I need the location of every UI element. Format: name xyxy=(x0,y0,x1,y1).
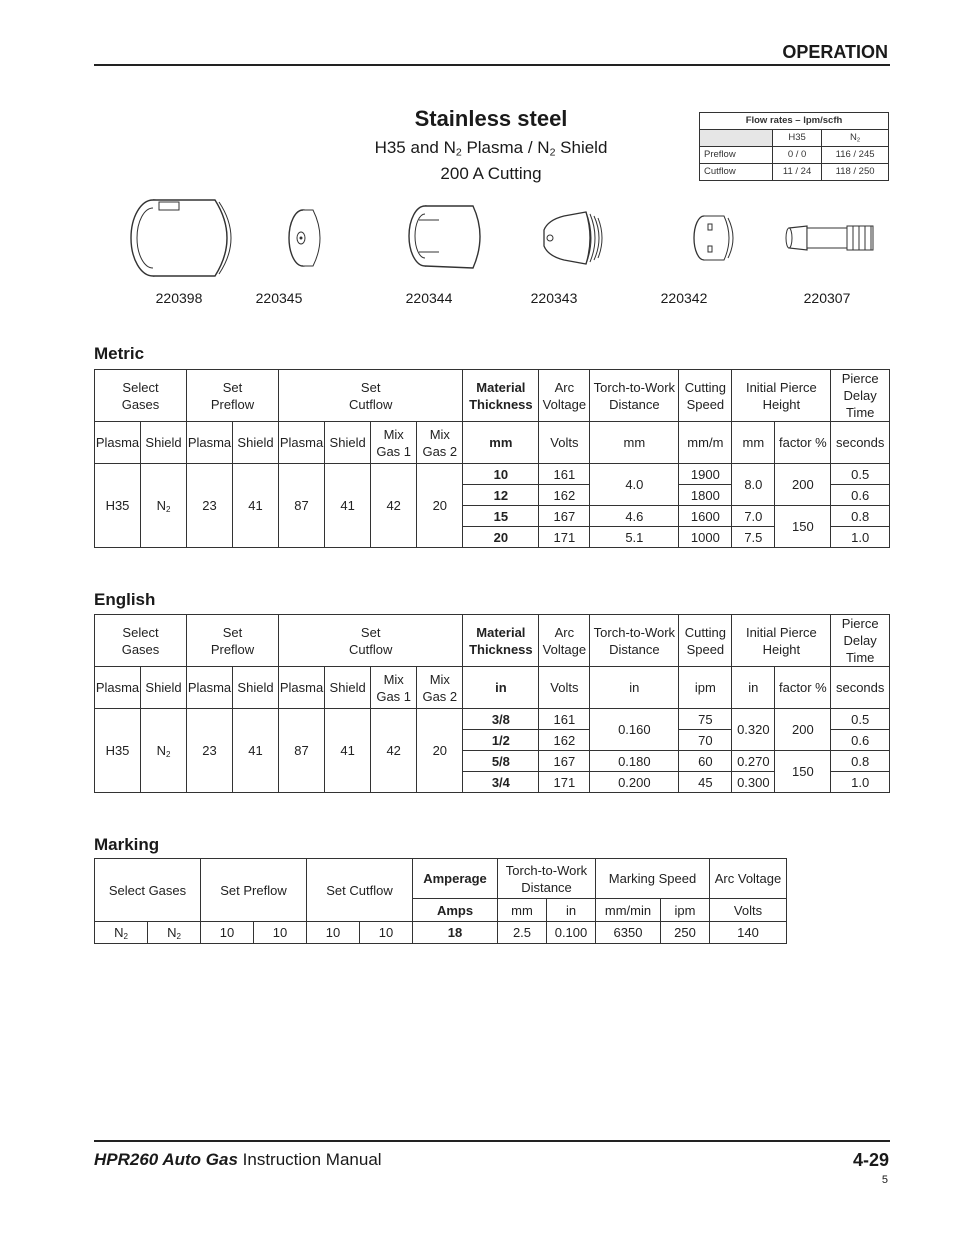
metric-heading: Metric xyxy=(94,344,145,363)
table-row: 20 171 5.1 1000 7.5 1.0 xyxy=(95,527,890,548)
subtitle-gases: H35 and $N_2$ Plasma / $N_2$ Shield xyxy=(374,138,608,159)
consumable-nozzle xyxy=(514,190,634,306)
hdr-torch-to-work: Torch-to-Work Distance xyxy=(590,370,679,422)
table-row: 3/4 171 0.200 45 0.300 1.0 xyxy=(95,772,890,793)
section-header: OPERATION xyxy=(782,42,888,62)
footer-rule xyxy=(94,1140,890,1142)
hdr-initial-pierce: Initial Pierce Height xyxy=(732,370,831,422)
hdr-set-cutflow: Set Cutflow xyxy=(279,370,463,422)
hdr-set-preflow: Set Preflow xyxy=(187,370,279,422)
page-title: Stainless steel xyxy=(414,106,568,131)
electrode-icon xyxy=(777,190,887,285)
part-number: 220344 xyxy=(405,290,453,306)
consumable-swirl-ring xyxy=(654,190,774,306)
hdr-arc-voltage: Arc Voltage xyxy=(539,370,590,422)
hdr-cutting-speed: Cutting Speed xyxy=(679,370,732,422)
marking-heading: Marking xyxy=(94,835,160,854)
shield-cap-icon xyxy=(119,190,243,285)
nozzle-icon xyxy=(534,190,614,285)
table-row: H35 $N_2$ 23 41 87 41 42 20 10 161 4.0 1900 8.0 200 0.5 xyxy=(95,464,890,485)
retaining-cap-icon xyxy=(399,190,489,285)
part-number: 220345 xyxy=(255,290,303,306)
english-table: Select Gases Set Preflow Set Cutflow Material Thickness Arc Voltage Torch-to-Work Distance Cutting Speed Initial Pierce Height Pierce Delay Time Plasma Shield Plasma Shield Plasma Shield Mix Gas 1 Mix Gas 2 in Volts in ipm in factor % seconds H35 $N_2$ 23 41 87 41 42 20 3/8 161 0.160 75 0.320 200 0.5 1/2 162 70 0.6 5/8 167 0.180 60 0.270 150 0.8 3/4 171 0.200 45 0.300 1.0 xyxy=(94,614,890,793)
header-rule xyxy=(94,64,890,66)
consumable-shield xyxy=(249,190,369,306)
subtitle-current: 200 A Cutting xyxy=(440,164,542,183)
marking-table: Select Gases Set Preflow Set Cutflow Amperage Torch-to-Work Distance Marking Speed Arc Voltage Amps mm in mm/min ipm Volts $N_2$ $N_2$ 10 10 10 10 18 2.5 0.100 6350 250 140 xyxy=(94,858,787,944)
table-row: 1/2 162 70 0.6 xyxy=(95,730,890,751)
table-row: 12 162 1800 0.6 xyxy=(95,485,890,506)
part-number: 220307 xyxy=(803,290,851,306)
flow-rates-table: Flow rates – lpm/scfh H35 $N_2$ Preflow 0 / 0 116 / 245 Cutflow 11 / 24 118 / 250 xyxy=(699,112,889,181)
part-number: 220398 xyxy=(155,290,203,306)
footer-page: 4-29 xyxy=(852,1150,889,1170)
consumable-shield-cap xyxy=(119,190,239,306)
hdr-pierce-delay: Pierce Delay Time xyxy=(831,370,890,422)
consumable-electrode xyxy=(772,190,892,306)
consumables-row xyxy=(94,190,890,310)
hdr-material-thickness: Material Thickness xyxy=(463,370,539,422)
table-row: 5/8 167 0.180 60 0.270 150 0.8 xyxy=(95,751,890,772)
metric-table: Select Gases Set Preflow Set Cutflow Material Thickness Arc Voltage Torch-to-Work Distance Cutting Speed Initial Pierce Height Pierce Delay Time Plasma Shield Plasma Shield Plasma Shield Mix Gas 1 Mix Gas 2 mm Volts mm mm/m mm factor % seconds H35 $N_2$ 23 41 87 41 42 20 10 161 4.0 1900 8.0 200 0.5 12 162 1800 0.6 15 167 4.6 1600 7.0 150 0.8 20 171 5.1 1000 7.5 1.0 xyxy=(94,369,890,548)
shield-icon xyxy=(279,190,339,285)
consumable-retaining-cap xyxy=(384,190,504,306)
table-row: 15 167 4.6 1600 7.0 150 0.8 xyxy=(95,506,890,527)
page-number: 5 xyxy=(881,1174,888,1186)
footer-manual-title: HPR260 Auto Gas Instruction Manual xyxy=(94,1150,382,1169)
part-number: 220343 xyxy=(530,290,578,306)
table-row: $N_2$ $N_2$ 10 10 10 10 18 2.5 0.100 6350 250 140 xyxy=(95,922,787,944)
hdr-select-gases: Select Gases xyxy=(95,370,187,422)
swirl-ring-icon xyxy=(684,190,744,285)
part-number: 220342 xyxy=(660,290,708,306)
english-heading: English xyxy=(94,590,156,609)
table-row: H35 $N_2$ 23 41 87 41 42 20 3/8 161 0.160 75 0.320 200 0.5 xyxy=(95,709,890,730)
